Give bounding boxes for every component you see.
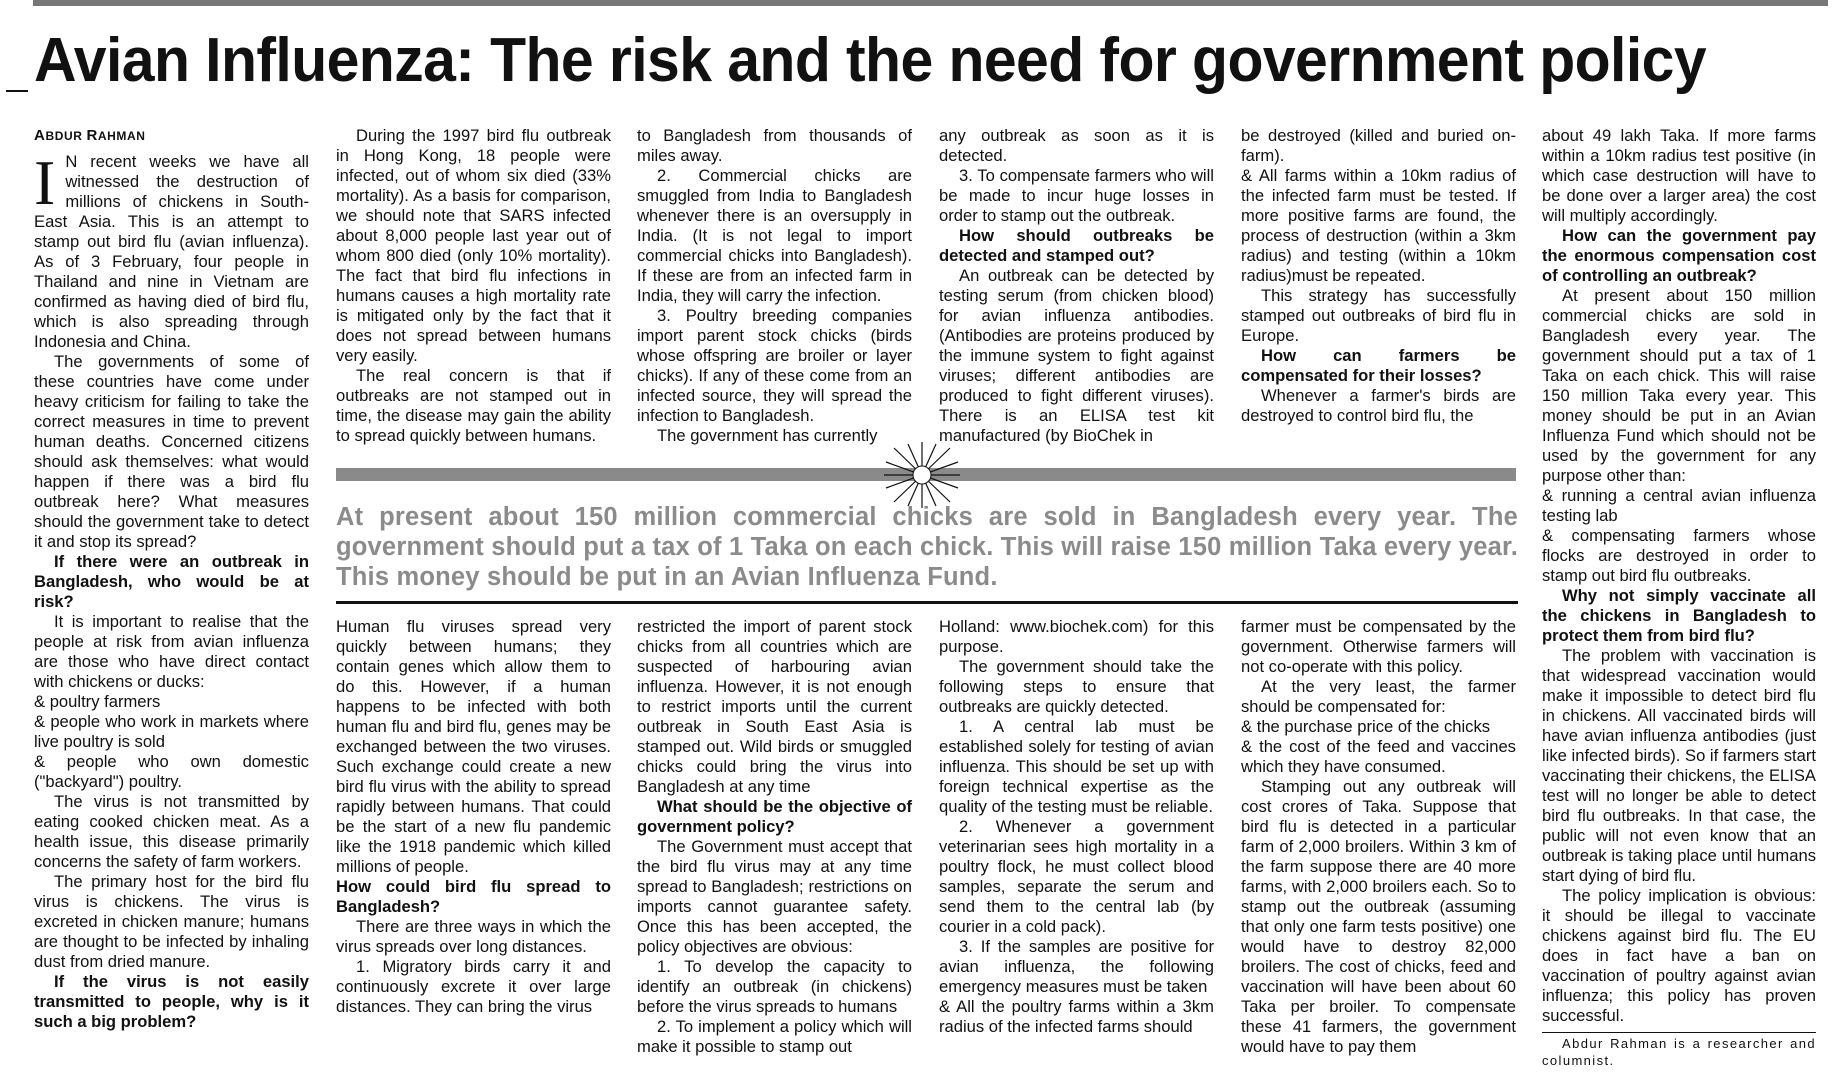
paragraph: There are three ways in which the virus spreads over long distances. [336, 917, 611, 956]
lead-paragraph: I N recent weeks we have all witnessed the destruction of millions of chickens in South-East Asia. This is an attempt to stamp out bird flu (avian influenza). As of 3 February, four people in Thailand and nine in Vietnam are confirmed as having died of bird flu, which is also spreading through Indonesia and China. [34, 147, 309, 351]
bullet-glyph: & [1542, 486, 1554, 505]
author-footnote: Abdur Rahman is a researcher and columnist. [1542, 1032, 1816, 1069]
headline-marker [6, 90, 28, 92]
paragraph: about 49 lakh Taka. If more farms within a 10km radius test positive (in which case destruction will have to be done over a larger area) the cost will multiply accordingly. [1542, 126, 1816, 225]
subheading: How should outbreaks be detected and stamped out? [939, 226, 1214, 265]
paragraph: 2. Commercial chicks are smuggled from India to Bangladesh whenever there is an oversupply in India. (It is not legal to import commercial chicks into Bangladesh). If these are from an infected farm in India, they will carry the infection. [637, 166, 912, 305]
pull-quote: At present about 150 million commercial chicks are sold in Bangladesh every year. The government should put a tax of 1 Taka on each chick. This will raise 150 million Taka every year. This money should be put in an Avian Influenza Fund. [336, 503, 1518, 591]
bullet-glyph: & [1542, 526, 1554, 545]
bullet-item: & the cost of the feed and vaccines which they have consumed. [1241, 737, 1516, 776]
bullet-item: & running a central avian influenza testing lab [1542, 486, 1816, 525]
paragraph: 3. If the samples are positive for avian influenza, the following emergency measures must be taken [939, 937, 1214, 996]
paragraph: An outbreak can be detected by testing serum (from chicken blood) for avian influenza antibodies. (Antibodies are proteins produced by the immune system to fight against viruses; different antibodies are produced to fight different viruses). There is an ELISA test kit manufactured (by BioChek in [939, 266, 1214, 445]
pullquote-rule [336, 601, 1518, 604]
paragraph: Stamping out any outbreak will cost crores of Taka. Suppose that bird flu is detected in a particular farm of 2,000 broilers. Within 3 km of the farm suppose there are 40 more farms, with 2,000 broilers each. So to stamp out the outbreak (assuming that only one farm tests positive) one would have to destroy 82,000 broilers. The cost of chicks, feed and vaccination will have been about 60 Taka per broiler. To compensate these 41 farmers, the government would have to pay them [1241, 777, 1516, 1056]
bullet-glyph: & [1241, 737, 1253, 756]
paragraph: The government has currently [657, 426, 878, 445]
paragraph: During the 1997 bird flu outbreak in Hong Kong, 18 people were infected, out of whom six died (33% mortality). As a basis for comparison, we should note that SARS infected about 8,000 people last year out of whom 800 died (only 10% mortality). The fact that bird flu infections in humans causes a high mortality rate is mitigated only by the fact that it does not spread between humans very easily. [336, 126, 611, 365]
paragraph: The real concern is that if outbreaks are not stamped out in time, the disease may gain the ability to spread quickly between humans. [336, 366, 611, 445]
paragraph: Holland: www.biochek.com) for this purpose. [939, 617, 1214, 656]
paragraph: It is important to realise that the people at risk from avian influenza are those who have direct contact with chickens or ducks: [34, 612, 309, 691]
bullet-item: & All the poultry farms within a 3km radius of the infected farms should [939, 997, 1214, 1036]
paragraph: The problem with vaccination is that widespread vaccination would make it impossible to detect bird flu in chickens. All vaccinated birds will have avian influenza antibodies (just like infected birds). So if farmers start vaccinating their chickens, the ELISA test will no longer be able to detect bird flu outbreaks. In that case, the public will not even know that an outbreak is taking place until humans start dying of bird flu. [1542, 646, 1816, 885]
paragraph: any outbreak as soon as it is detected. [939, 126, 1214, 165]
paragraph: The virus is not transmitted by eating cooked chicken meat. As a health issue, this disease primarily concerns the safety of farm workers. [34, 792, 309, 871]
bullet-item: & compensating farmers whose flocks are destroyed in order to stamp out bird flu outbreaks. [1542, 526, 1816, 585]
drop-cap: I [34, 147, 56, 218]
headline: Avian Influenza: The risk and the need for government policy [34, 26, 1707, 95]
column-2-top [336, 126, 611, 446]
column-3-bottom [637, 617, 912, 1057]
paragraph: 3. Poultry breeding companies import parent stock chicks (birds whose offspring are broiler or layer chicks). If any of these come from an infected source, they will spread the infection to Bangladesh. [637, 306, 912, 425]
bullet-glyph: & [939, 997, 951, 1016]
column-5-bottom [1241, 617, 1516, 1057]
paragraph: farmer must be compensated by the government. Otherwise farmers will not co-operate with this policy. [1241, 617, 1516, 676]
paragraph: At the very least, the farmer should be compensated for: [1241, 677, 1516, 716]
bullet-glyph: & [34, 712, 46, 731]
subheading: How can the government pay the enormous compensation cost of controlling an outbreak? [1542, 226, 1816, 285]
bullet-item: & people who own domestic ("backyard") poultry. [34, 752, 309, 791]
column-2-bottom [336, 617, 611, 1017]
paragraph: The governments of some of these countries have come under heavy criticism for failing to take the correct measures in time to prevent human deaths. Concerned citizens should ask themselves: what would happen if there was a bird flu outbreak here? What measures should the government take to detect it and stop its spread? [34, 352, 309, 551]
subheading: What should be the objective of government policy? [637, 797, 912, 836]
subheading: Why not simply vaccinate all the chickens in Bangladesh to protect them from bird flu? [1542, 586, 1816, 645]
paragraph: 3. To compensate farmers who will be made to incur huge losses in order to stamp out the outbreak. [939, 166, 1214, 225]
paragraph: The primary host for the bird flu virus is chickens. The virus is excreted in chicken manure; humans are thought to be infected by inhaling dust from dried manure. [34, 872, 309, 971]
bullet-glyph: & [1241, 166, 1253, 185]
paragraph: to Bangladesh from thousands of miles away. [637, 126, 912, 165]
paragraph: This strategy has successfully stamped out outbreaks of bird flu in Europe. [1241, 286, 1516, 345]
bullet-glyph: & [1241, 717, 1253, 736]
bullet-glyph: & [34, 692, 46, 711]
paragraph: At present about 150 million commercial chicks are sold in Bangladesh every year. The government should put a tax of 1 Taka on each chick. This will raise 150 million Taka every year. This money should be put in an Avian Influenza Fund which should not be used by the government for any purpose other than: [1542, 286, 1816, 485]
paragraph: 1. A central lab must be established solely for testing of avian influenza. This should be set up with foreign technical expertise as the quality of the testing must be reliable. [939, 717, 1214, 816]
starburst-icon [882, 440, 962, 510]
subheading: If the virus is not easily transmitted to people, why is it such a big problem? [34, 972, 309, 1031]
column-4-top [939, 126, 1214, 446]
paragraph: The government should take the following steps to ensure that outbreaks are quickly detected. [939, 657, 1214, 716]
paragraph: 1. Migratory birds carry it and continuously excrete it over large distances. They can bring the virus [336, 957, 611, 1016]
subheading: How could bird flu spread to Bangladesh? [336, 877, 611, 916]
bullet-glyph: & [34, 752, 46, 771]
column-1 [34, 126, 309, 1032]
paragraph: 2. To implement a policy which will make it possible to stamp out [637, 1017, 912, 1056]
paragraph: The policy implication is obvious: it should be illegal to vaccinate chickens against bird flu. The EU does in fact have a ban on vaccination of poultry against avian influenza; this policy has proven successful. [1542, 886, 1816, 1025]
paragraph: Whenever a farmer's birds are destroyed to control bird flu, the [1241, 386, 1516, 425]
byline: ABDUR RAHMAN [34, 127, 146, 144]
bullet-item: & people who work in markets where live poultry is sold [34, 712, 309, 751]
subheading: How can farmers be compensated for their losses? [1241, 346, 1516, 385]
paragraph: 2. Whenever a government veterinarian sees high mortality in a poultry flock, he must collect blood samples, separate the serum and send them to the central lab (by courier in a cold pack). [939, 817, 1214, 936]
paragraph: 1. To develop the capacity to identify an outbreak (in chickens) before the virus spreads to humans [637, 957, 912, 1016]
bullet-item: & All farms within a 10km radius of the infected farm must be tested. If more positive farms are found, the process of destruction (within a 3km radius) and testing (within a 10km radius)must be repeated. [1241, 166, 1516, 285]
column-5-top [1241, 126, 1516, 426]
bullet-item: & the purchase price of the chicks [1241, 717, 1491, 736]
subheading: If there were an outbreak in Bangladesh, who would be at risk? [34, 552, 309, 611]
column-3-top [637, 126, 912, 446]
column-4-bottom [939, 617, 1214, 1037]
paragraph: be destroyed (killed and buried on-farm). [1241, 126, 1516, 165]
paragraph: The Government must accept that the bird flu virus may at any time spread to Bangladesh; restrictions on imports cannot guarantee safety. Once this has been accepted, the policy objectives are obvious: [637, 837, 912, 956]
column-6 [1542, 126, 1816, 1069]
paragraph: restricted the import of parent stock chicks from all countries which are suspected of harbouring avian influenza. However, it is not enough to restrict imports until the current outbreak in South East Asia is stamped out. Wild birds or smuggled chicks could bring the virus into Bangladesh at any time [637, 617, 912, 796]
paragraph: Human flu viruses spread very quickly between humans; they contain genes which allow them to do this. However, if a human happens to be infected with both human flu and bird flu, genes may be exchanged between the two viruses. Such exchange could create a new bird flu virus with the ability to spread rapidly between humans. That could be the start of a new flu pandemic like the 1918 pandemic which killed millions of people. [336, 617, 611, 876]
bullet-item: & poultry farmers [34, 692, 161, 711]
top-rule [33, 0, 1828, 6]
